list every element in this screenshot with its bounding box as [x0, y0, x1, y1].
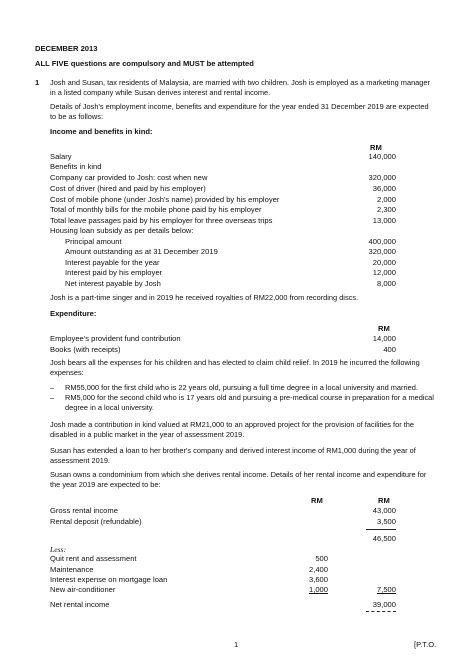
subtotal-rule [366, 529, 396, 530]
question-intro: Josh and Susan, tax residents of Malaysia, are married with two children. Josh is employed as a marketing manager in a listed company while Susan derives interest and rental income. [50, 78, 430, 97]
income-row-label: Total leave passages paid by his employer for three overseas trips [50, 216, 273, 225]
loan-paragraph: Susan has extended a loan to her brother's company and derived interest income of RM1,000 during the year of assessment 2019. [50, 446, 416, 465]
income-row-value: 400,000 [368, 237, 396, 246]
children-intro: Josh bears all the expenses for his children and has elected to claim child relief. In 2019 he incurred the following expenses: [50, 358, 420, 377]
income-row-value: 320,000 [368, 247, 396, 256]
child-bullet-2: RM5,000 for the second child who is 17 years old and pursuing a pre-medical course in preparation for a medical degree in a local university. [65, 393, 434, 412]
expense-value: 2,400 [308, 565, 328, 574]
exam-date-heading: DECEMBER 2013 [35, 44, 98, 53]
bullet-dash: – [50, 383, 55, 392]
expense-label: Maintenance [50, 565, 94, 574]
expense-label: Interest expense on mortgage loan [50, 575, 168, 584]
income-heading: Income and benefits in kind: [50, 127, 153, 136]
income-row-label: Cost of mobile phone (under Josh's name) provided by his employer [50, 195, 280, 204]
pto-label: [P.T.O. [414, 640, 437, 649]
rental-intro: Susan owns a condominium from which she derives rental income. Details of her rental income and expenditure for the year 2019 are expected to be: [50, 470, 427, 489]
less-label: Less: [50, 545, 67, 554]
income-row-value: 140,000 [368, 152, 396, 161]
income-row-value: 20,000 [372, 258, 396, 267]
income-subrow-label: Interest payable for the year [65, 258, 160, 267]
rental-subtotal-value: 46,500 [372, 534, 396, 543]
expenditure-row-label: Books (with receipts) [50, 345, 121, 354]
income-row-label: Salary [50, 152, 72, 161]
income-row-value: 2,000 [376, 195, 396, 204]
child-bullet-1: RM55,000 for the first child who is 22 years old, pursuing a full time degree in a local university and married. [65, 383, 418, 392]
income-row-value: 2,300 [376, 205, 396, 214]
income-row-value: 320,000 [368, 173, 396, 182]
income-row-label: Total of monthly bills for the mobile phone paid by his employer [50, 205, 262, 214]
bullet-dash: – [50, 393, 55, 402]
expense-value: 1,000 [308, 585, 328, 594]
income-currency-header: RM [370, 143, 382, 152]
expenditure-row-label: Employee's provident fund contribution [50, 334, 181, 343]
contribution-paragraph: Josh made a contribution in kind valued at RM21,000 to an approved project for the provision of facilities for the disabled in a public market in the year of assessment 2019. [50, 420, 414, 439]
rental-col1-header: RM [311, 496, 323, 505]
expenditure-row-value: 400 [383, 345, 396, 354]
page-number: 1 [234, 640, 239, 649]
net-total-rule [366, 611, 396, 612]
income-row-label: Housing loan subsidy as per details below: [50, 226, 194, 235]
rental-deposit-value: 3,500 [376, 517, 396, 526]
income-subrow-label: Net interest payable by Josh [65, 279, 161, 288]
income-subrow-label: Principal amount [65, 237, 122, 246]
expenditure-heading: Expenditure: [50, 309, 97, 318]
expense-value: 500 [315, 554, 328, 563]
expense-label: Quit rent and assessment [50, 554, 137, 563]
gross-rental-label: Gross rental income [50, 506, 118, 515]
exam-instruction: ALL FIVE questions are compulsory and MUST be attempted [35, 59, 254, 68]
income-row-label: Cost of driver (hired and paid by his employer) [50, 184, 206, 193]
income-row-value: 36,000 [372, 184, 396, 193]
income-row-label: Benefits in kind [50, 162, 102, 171]
expenses-total-value: 7,500 [376, 585, 396, 594]
expense-value: 3,600 [308, 575, 328, 584]
rental-deposit-label: Rental deposit (refundable) [50, 517, 142, 526]
net-rental-value: 39,000 [372, 600, 396, 609]
income-row-value: 13,000 [372, 216, 396, 225]
expenditure-currency-header: RM [378, 324, 390, 333]
rental-col2-header: RM [378, 496, 390, 505]
income-row-value: 8,000 [376, 279, 396, 288]
royalties-note: Josh is a part-time singer and in 2019 he received royalties of RM22,000 from recording discs. [50, 293, 359, 302]
gross-rental-value: 43,000 [372, 506, 396, 515]
income-subrow-label: Interest paid by his employer [65, 268, 163, 277]
expense-label: New air-conditioner [50, 585, 116, 594]
income-row-value: 12,000 [372, 268, 396, 277]
details-intro: Details of Josh's employment income, benefits and expenditure for the year ended 31 December 2019 are expected to be as follows: [50, 102, 429, 121]
income-subrow-label: Amount outstanding as at 31 December 2019 [65, 247, 218, 256]
net-rental-label: Net rental income [50, 600, 110, 609]
expenditure-row-value: 14,000 [372, 334, 396, 343]
income-row-label: Company car provided to Josh: cost when new [50, 173, 208, 182]
question-number: 1 [35, 78, 40, 87]
